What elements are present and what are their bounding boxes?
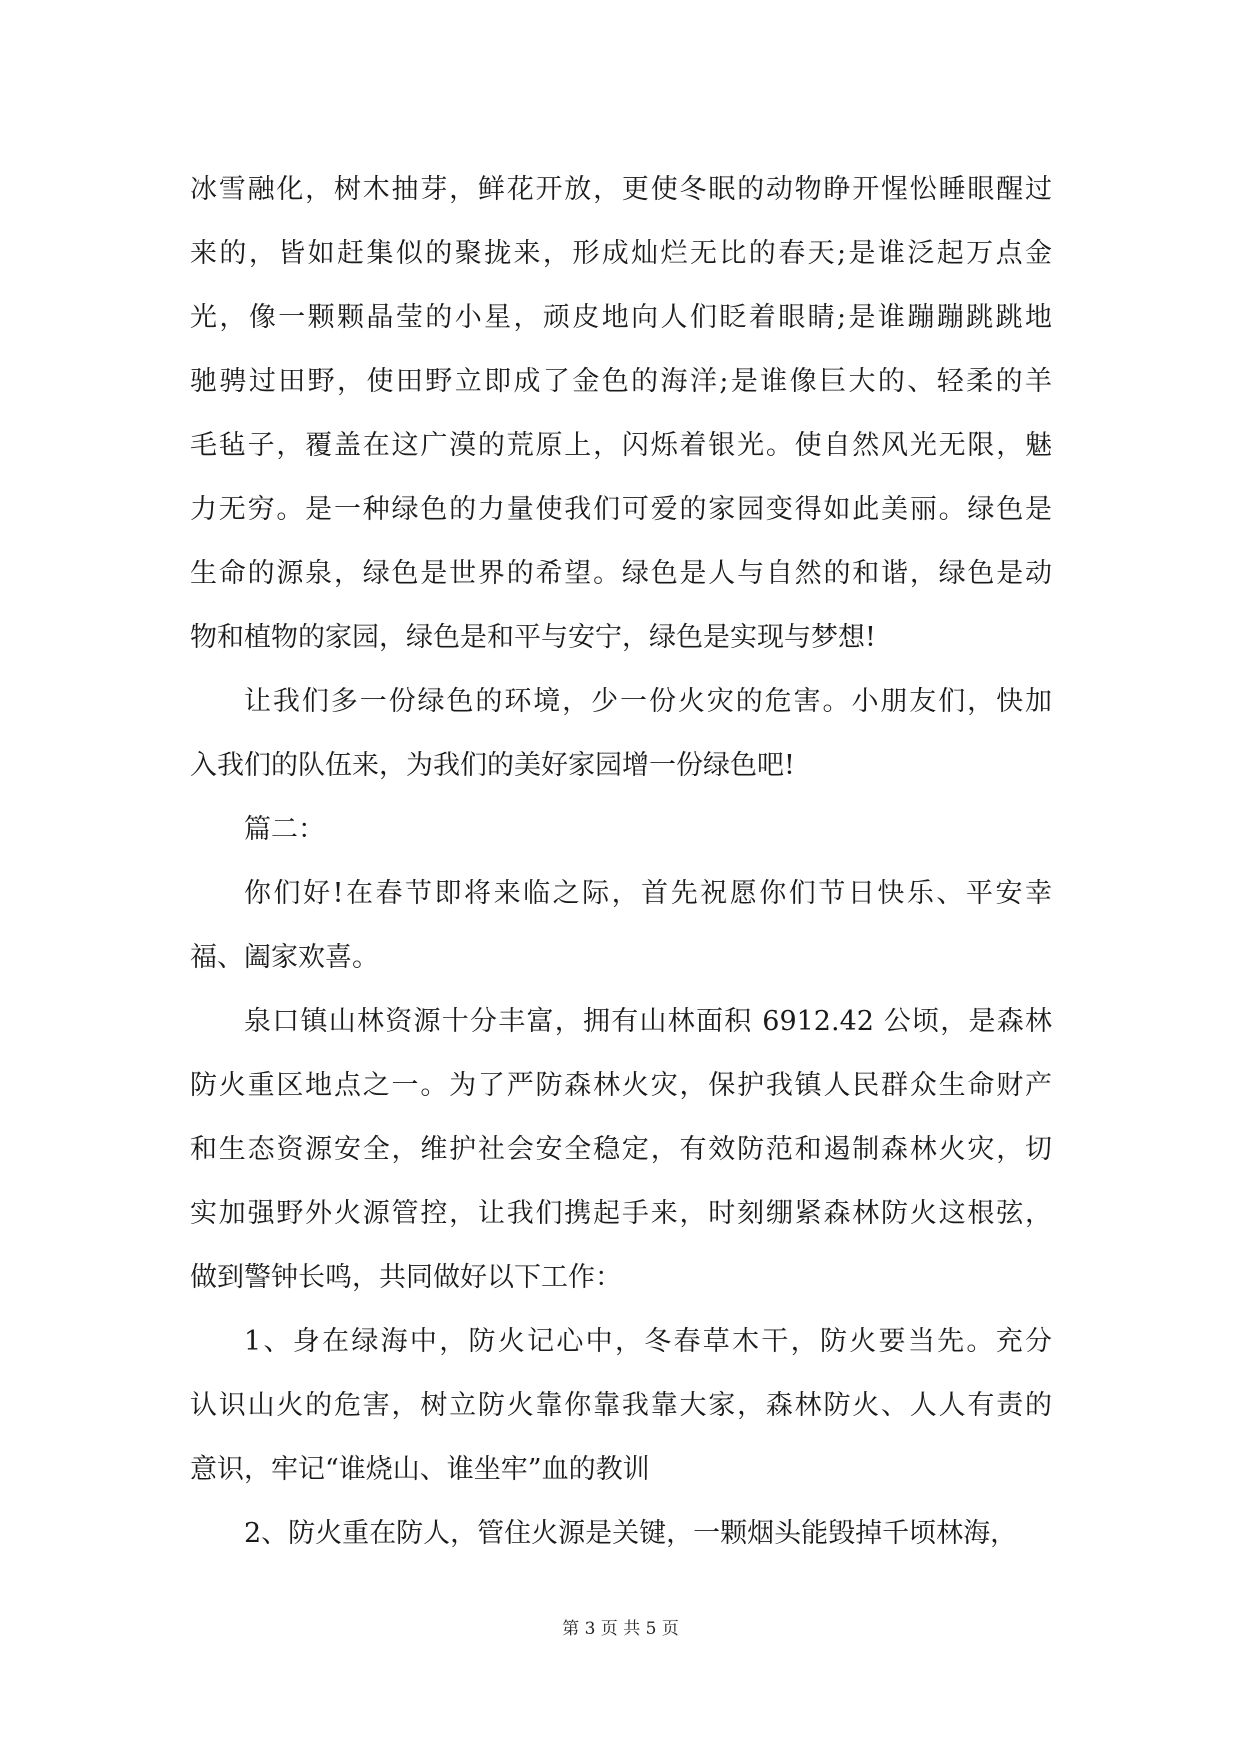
text-line: 2、防火重在防人，管住火源是关键，一颗烟头能毁掉千顷林海，: [244, 1518, 1018, 1549]
paragraph: [190, 862, 1052, 990]
paragraph: [190, 670, 1052, 798]
text-line: 光，像一颗颗晶莹的小星，顽皮地向人们眨着眼睛;是谁蹦蹦跳跳地: [190, 302, 1052, 333]
text-line: 让我们多一份绿色的环境，少一份火灾的危害。小朋友们，快加: [244, 686, 1052, 717]
text-line: 冰雪融化，树木抽芽，鲜花开放，更使冬眠的动物睁开惺忪睡眼醒过: [190, 174, 1052, 205]
paragraph: [190, 158, 1052, 670]
text-line: 毛毡子，覆盖在这广漠的荒原上，闪烁着银光。使自然风光无限，魅: [190, 430, 1052, 461]
paragraph: [190, 990, 1052, 1310]
text-line: 来的，皆如赶集似的聚拢来，形成灿烂无比的春天;是谁泛起万点金: [190, 238, 1052, 269]
text-line: 实加强野外火源管控，让我们携起手来，时刻绷紧森林防火这根弦，: [190, 1198, 1052, 1229]
text-line: 你们好!在春节即将来临之际，首先祝愿你们节日快乐、平安幸: [244, 878, 1052, 909]
page-footer: 第 3 页 共 5 页: [562, 1619, 679, 1639]
paragraph: [190, 1502, 1052, 1566]
text-line: 生命的源泉，绿色是世界的希望。绿色是人与自然的和谐，绿色是动: [190, 558, 1052, 589]
paragraph: [190, 1310, 1052, 1502]
text-line: 认识山火的危害，树立防火靠你靠我靠大家，森林防火、人人有责的: [190, 1390, 1052, 1421]
text-line: 驰骋过田野，使田野立即成了金色的海洋;是谁像巨大的、轻柔的羊: [190, 366, 1052, 397]
text-line: 入我们的队伍来，为我们的美好家园增一份绿色吧!: [190, 750, 795, 781]
text-line: 篇二：: [244, 814, 325, 845]
text-line: 做到警钟长鸣，共同做好以下工作：: [190, 1262, 622, 1293]
text-line: 物和植物的家园，绿色是和平与安宁，绿色是实现与梦想!: [190, 622, 876, 653]
text-line: 福、阖家欢喜。: [190, 942, 379, 973]
text-line: 泉口镇山林资源十分丰富，拥有山林面积 6912.42 公顷，是森林: [244, 1006, 1052, 1037]
paragraph: [190, 798, 1052, 862]
document-body: [190, 158, 1052, 1566]
text-line: 防火重区地点之一。为了严防森林火灾，保护我镇人民群众生命财产: [190, 1070, 1052, 1101]
text-line: 意识，牢记“谁烧山、谁坐牢”血的教训: [190, 1454, 650, 1485]
text-line: 力无穷。是一种绿色的力量使我们可爱的家园变得如此美丽。绿色是: [190, 494, 1052, 525]
text-line: 和生态资源安全，维护社会安全稳定，有效防范和遏制森林火灾，切: [190, 1134, 1052, 1165]
text-line: 1、身在绿海中，防火记心中，冬春草木干，防火要当先。充分: [244, 1326, 1052, 1357]
